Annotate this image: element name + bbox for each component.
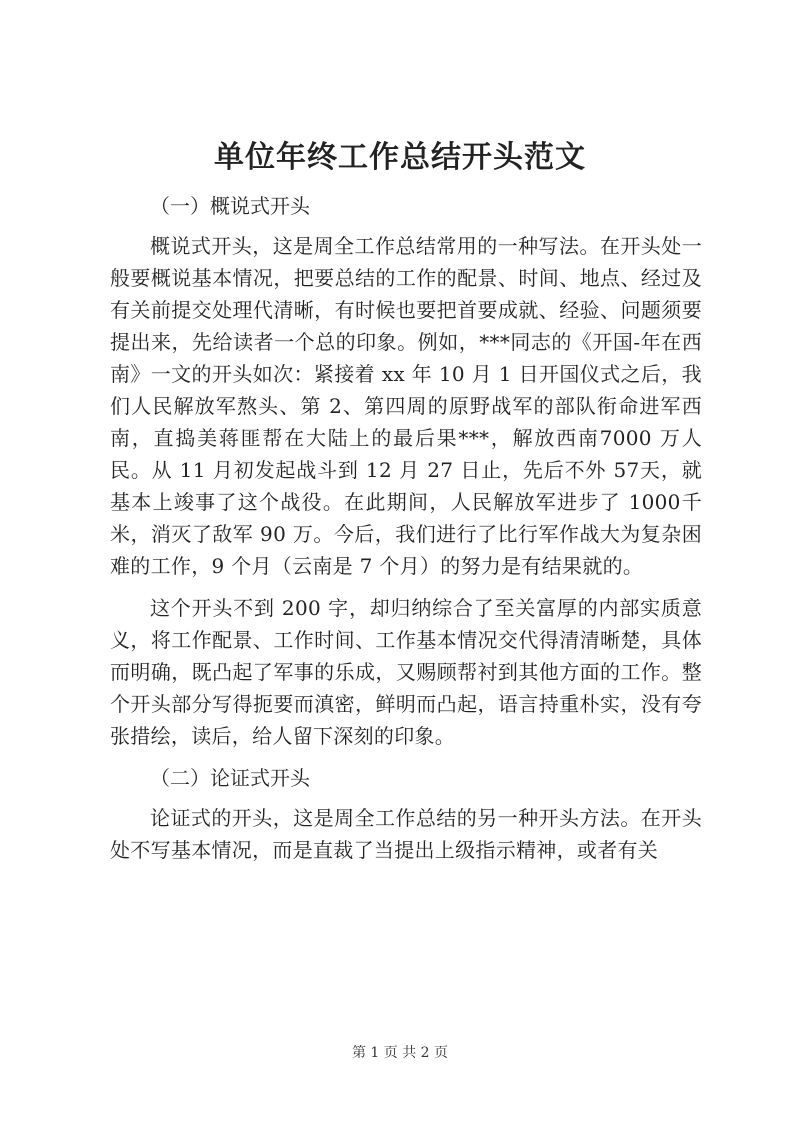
section-heading-1: （一）概说式开头 bbox=[150, 194, 310, 218]
page-footer: 第 1 页 共 2 页 bbox=[351, 1045, 449, 1061]
document-body bbox=[110, 190, 702, 866]
paragraph: 论证式的开头，这是周全工作总结的另一种开头方法。在开头处不写基本情况，而是直裁了当提出上级指示精神，或者有关 bbox=[110, 806, 702, 862]
paragraph: 这个开头不到 200 字，却归纳综合了至关富厚的内部实质意义，将工作配景、工作时间、工作基本情况交代得清清晰楚，具体而明确，既凸起了军事的乐成，又赐顾帮衬到其他方面的工作。整个开头部分写得扼要而滇密，鲜明而凸起，语言持重朴实，没有夸张措绘，读后，给人留下深刻的印象。 bbox=[110, 596, 702, 748]
section-heading-2: （二）论证式开头 bbox=[150, 766, 310, 790]
document-title: 单位年终工作总结开头范文 bbox=[214, 140, 586, 175]
paragraph: 概说式开头，这是周全工作总结常用的一种写法。在开头处一般要概说基本情况，把要总结的工作的配景、时间、地点、经过及有关前提交处理代清晰，有时候也要把首要成就、经验、问题须要提出来，先给读者一个总的印象。例如，***同志的《开国-年在西南》一文的开头如次：紧接着 xx 年 10 月 1 日开国仪式之后，我们人民解放军熬头、第 2、第四周的原野战军的部队衔命进军西南，直捣美蒋匪帮在大陆上的最后果***，解放西南7000 万人民。从 11 月初发起战斗到 12 月 27 日止，先后不外 57天，就基本上竣事了这个战役。在此期间，人民解放军进步了 1000千米，消灭了敌军 90 万。今后，我们进行了比行军作战大为复杂困难的工作，9 个月（云南是 7 个月）的努力是有结果就的。 bbox=[110, 234, 702, 578]
